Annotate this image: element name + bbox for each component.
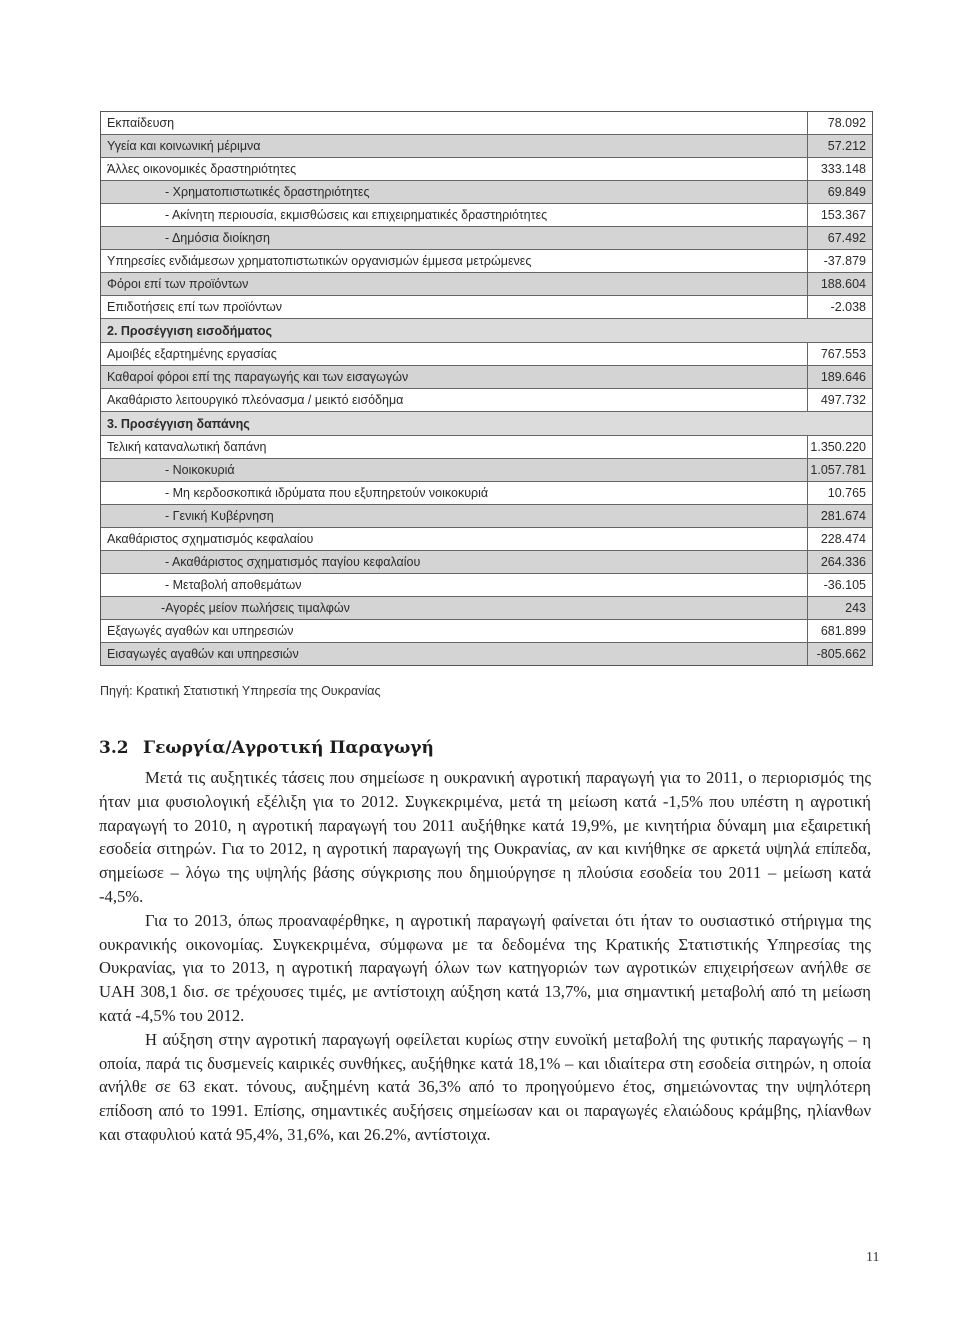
table-row xyxy=(101,389,872,412)
row-value: -37.879 xyxy=(807,250,872,272)
table-row xyxy=(101,459,872,482)
row-value: 67.492 xyxy=(807,227,872,249)
row-label: Εκπαίδευση xyxy=(107,116,175,130)
row-value: 281.674 xyxy=(807,505,872,527)
table-row xyxy=(101,597,872,620)
body-text xyxy=(99,766,871,1147)
table-row xyxy=(101,273,872,296)
table-row xyxy=(101,620,872,643)
row-value: 264.336 xyxy=(807,551,872,573)
row-label: Εισαγωγές αγαθών και υπηρεσιών xyxy=(107,647,299,661)
table-row xyxy=(101,181,872,204)
page-number: 11 xyxy=(866,1250,880,1265)
row-label: -Αγορές μείον πωλήσεις τιμαλφών xyxy=(161,601,350,615)
row-label: - Ακίνητη περιουσία, εκμισθώσεις και επιχειρηματικές δραστηριότητες xyxy=(165,208,548,222)
row-value: -805.662 xyxy=(807,643,872,665)
table-row xyxy=(101,366,872,389)
section-title: Γεωργία/Αγροτική Παραγωγή xyxy=(143,738,434,758)
table-row xyxy=(101,112,872,135)
row-label: - Μεταβολή αποθεμάτων xyxy=(165,578,302,592)
row-label: Επιδοτήσεις επί των προϊόντων xyxy=(107,300,283,314)
row-value: 153.367 xyxy=(807,204,872,226)
row-value: -36.105 xyxy=(807,574,872,596)
row-label: 2. Προσέγγιση εισοδήματος xyxy=(107,323,273,338)
row-value: 767.553 xyxy=(807,343,872,365)
gdp-table xyxy=(100,111,873,666)
row-value: -2.038 xyxy=(807,296,872,318)
row-value xyxy=(808,412,872,435)
row-label: 3. Προσέγγιση δαπάνης xyxy=(107,416,250,431)
table-row xyxy=(101,551,872,574)
section-number: 3.2 xyxy=(99,738,129,758)
row-value: 333.148 xyxy=(807,158,872,180)
row-value: 10.765 xyxy=(807,482,872,504)
row-value: 228.474 xyxy=(807,528,872,550)
table-row xyxy=(101,505,872,528)
row-value: 78.092 xyxy=(807,112,872,134)
table-row xyxy=(101,343,872,366)
table-row xyxy=(101,250,872,273)
row-value: 243 xyxy=(807,597,872,619)
row-label: Υπηρεσίες ενδιάμεσων χρηματοπιστωτικών οργανισμών έμμεσα μετρώμενες xyxy=(107,254,532,268)
table-row xyxy=(101,227,872,250)
row-label: - Δημόσια διοίκηση xyxy=(165,231,270,245)
row-value: 681.899 xyxy=(807,620,872,642)
row-label: - Γενική Κυβέρνηση xyxy=(165,509,274,523)
paragraph: Η αύξηση στην αγροτική παραγωγή οφείλεται κυρίως στην ευνοϊκή μεταβολή της φυτικής παραγωγής – η οποία, παρά τις δυσμενείς καιρικές συνθήκες, αυξήθηκε κατά 18,1% – και ιδιαίτερα στη εσοδεία σιτηρών, η οποία ανήλθε σε 63 εκατ. τόνους, αυξημένη κατά 36,3% από το προηγούμενο έτος, σημειώνοντας την υψηλότερη επίδοση από το 1991. Επίσης, σημαντικές αυξήσεις σημείωσαν και οι παραγωγές ελαιώδους κράμβης, ηλίανθων και σταφυλιού κατά 95,4%, 31,6%, και 26.2%, αντίστοιχα. xyxy=(99,1029,871,1144)
table-row xyxy=(101,296,872,319)
row-label: Αμοιβές εξαρτημένης εργασίας xyxy=(107,347,277,361)
row-value: 497.732 xyxy=(807,389,872,411)
row-value: 57.212 xyxy=(807,135,872,157)
table-section-row xyxy=(101,412,872,436)
row-value: 1.057.781 xyxy=(807,459,872,481)
row-value: 188.604 xyxy=(807,273,872,295)
row-label: Ακαθάριστο λειτουργικό πλεόνασμα / μεικτό εισόδημα xyxy=(107,393,404,407)
row-value: 69.849 xyxy=(807,181,872,203)
row-label: Εξαγωγές αγαθών και υπηρεσιών xyxy=(107,624,294,638)
table-section-row xyxy=(101,319,872,343)
paragraph: Μετά τις αυξητικές τάσεις που σημείωσε η ουκρανική αγροτική παραγωγή για το 2011, ο περιορισμός της ήταν μια φυσιολογική εξέλιξη για το 2012. Συγκεκριμένα, μετά τη μείωση κατά -1,5% που υπέστη η αγροτική παραγωγή το 2010, η αγροτική παραγωγή του 2011 αυξήθηκε κατά 19,9%, με κινητήρια δύναμη μια εξαιρετική εσοδεία σιτηρών. Για το 2012, η αγροτική παραγωγή της Ουκρανίας, αν και κινήθηκε σε αρκετά υψηλά επίπεδα, σημείωσε – λόγω της υψηλής βάσης σύγκρισης που δημιούργησε η πλούσια εσοδεία του 2011 – μείωση κατά -4,5%. xyxy=(99,768,871,906)
row-label: - Νοικοκυριά xyxy=(165,463,235,477)
table-row xyxy=(101,643,872,665)
row-label: - Ακαθάριστος σχηματισμός παγίου κεφαλαίου xyxy=(165,555,421,569)
row-label: Υγεία και κοινωνική μέριμνα xyxy=(107,139,261,153)
row-value xyxy=(808,319,872,342)
row-label: Καθαροί φόροι επί της παραγωγής και των εισαγωγών xyxy=(107,370,409,384)
row-label: Φόροι επί των προϊόντων xyxy=(107,277,249,291)
table-row xyxy=(101,135,872,158)
table-row xyxy=(101,158,872,181)
paragraph: Για το 2013, όπως προαναφέρθηκε, η αγροτική παραγωγή φαίνεται ότι ήταν το ουσιαστικό στήριγμα της ουκρανικής οικονομίας. Συγκεκριμένα, σύμφωνα με τα δεδομένα της Κρατικής Στατιστικής Υπηρεσίας της Ουκρανίας, για το 2013, η αγροτική παραγωγή όλων των κατηγοριών των αγροτικών επιχειρήσεων ανήλθε σε UAH 308,1 δισ. σε τρέχουσες τιμές, με αντίστοιχη αύξηση κατά 13,7%, μια σημαντική μεταβολή από τη μείωση κατά -4,5% του 2012. xyxy=(99,910,871,1025)
table-row xyxy=(101,482,872,505)
row-value: 189.646 xyxy=(807,366,872,388)
table-row xyxy=(101,204,872,227)
row-label: Ακαθάριστος σχηματισμός κεφαλαίου xyxy=(107,532,314,546)
table-row xyxy=(101,528,872,551)
table-row xyxy=(101,574,872,597)
section-heading xyxy=(99,738,434,758)
row-value: 1.350.220 xyxy=(807,436,872,458)
row-label: - Χρηματοπιστωτικές δραστηριότητες xyxy=(165,185,370,199)
row-label: Άλλες οικονομικές δραστηριότητες xyxy=(107,162,297,176)
row-label: - Μη κερδοσκοπικά ιδρύματα που εξυπηρετούν νοικοκυριά xyxy=(165,486,489,500)
row-label: Τελική καταναλωτική δαπάνη xyxy=(107,440,267,454)
table-row xyxy=(101,436,872,459)
table-source-note: Πηγή: Κρατική Στατιστική Υπηρεσία της Ουκρανίας xyxy=(100,684,381,698)
